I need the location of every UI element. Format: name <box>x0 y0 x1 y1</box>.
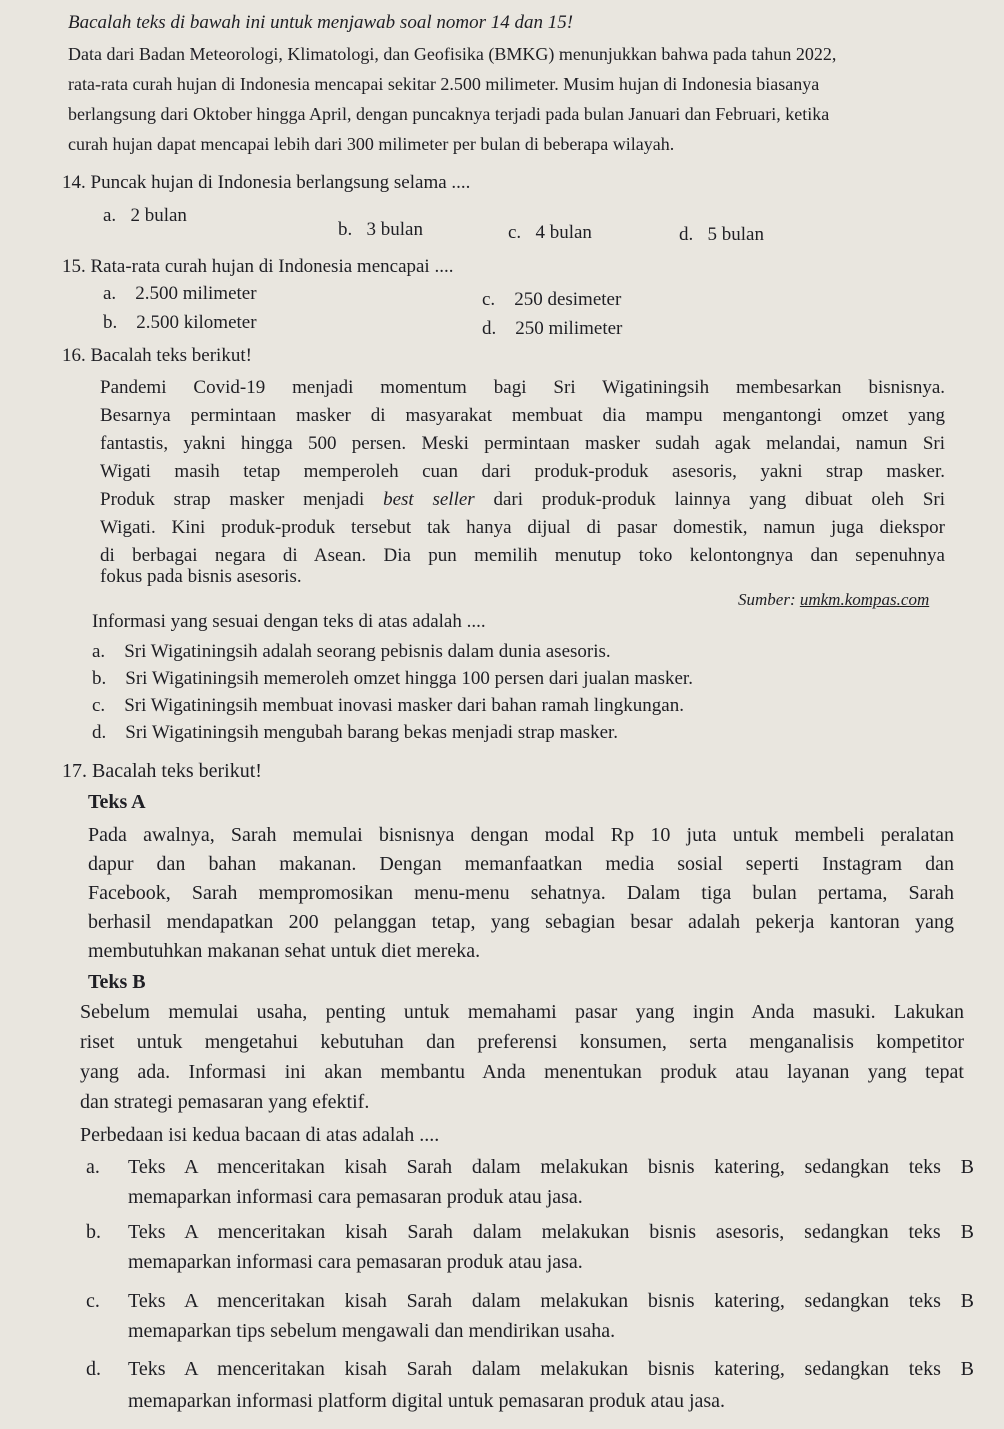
option-letter: c. <box>92 695 106 716</box>
option-text: 250 milimeter <box>515 318 623 339</box>
intro-line-2: rata-rata curah hujan di Indonesia mencapai sekitar 2.500 milimeter. Musim hujan di Indonesia biasanya <box>68 74 820 94</box>
q17-prompt: Perbedaan isi kedua bacaan di atas adalah .... <box>80 1124 440 1146</box>
option-text: 2.500 milimeter <box>135 283 257 304</box>
q14-option-b[interactable] <box>338 219 423 241</box>
teks-b-line: yang ada. Informasi ini akan membantu Anda menentukan produk atau layanan yang tepat <box>80 1061 964 1083</box>
teks-b-line: riset untuk mengetahui kebutuhan dan preferensi konsumen, serta menganalisis kompetitor <box>80 1031 964 1053</box>
option-text: 250 desimeter <box>514 289 622 310</box>
option-letter: a. <box>92 641 106 662</box>
option-text: 3 bulan <box>366 219 423 240</box>
q14-option-d[interactable] <box>679 224 764 246</box>
option-text: 4 bulan <box>535 222 592 243</box>
teks-a-line: dapur dan bahan makanan. Dengan memanfaatkan media sosial seperti Instagram dan <box>88 853 954 875</box>
q16-passage-line: Pandemi Covid-19 menjadi momentum bagi Sri Wigatiningsih membesarkan bisnisnya. <box>100 377 945 398</box>
intro-line-1: Data dari Badan Meteorologi, Klimatologi, dan Geofisika (BMKG) menunjukkan bahwa pada tahun 2022, <box>68 44 837 64</box>
source-label: Sumber: <box>738 590 796 609</box>
passage-text: dari produk-produk lainnya yang dibuat oleh Sri <box>493 489 946 510</box>
option-text: 2 bulan <box>130 205 187 226</box>
teks-a-line: membutuhkan makanan sehat untuk diet mereka. <box>88 940 481 962</box>
q15-option-d[interactable] <box>482 318 622 340</box>
q16-option-c[interactable] <box>92 695 684 717</box>
option-letter: b. <box>92 668 107 689</box>
teks-a-title: Teks A <box>88 791 146 813</box>
option-letter: a. <box>103 283 117 304</box>
source-link[interactable]: umkm.kompas.com <box>799 590 930 609</box>
option-letter: b. <box>338 219 353 240</box>
q17-option-a-line-2[interactable]: memaparkan informasi cara pemasaran produk atau jasa. <box>128 1186 583 1208</box>
q14-option-a[interactable] <box>103 205 187 227</box>
q17-option-a[interactable] <box>86 1156 100 1179</box>
teks-b-line: Sebelum memulai usaha, penting untuk memahami pasar yang ingin Anda masuki. Lakukan <box>80 1001 964 1023</box>
option-letter: d. <box>482 318 497 339</box>
option-letter: b. <box>103 312 118 333</box>
q17-question: 17. Bacalah teks berikut! <box>62 760 262 782</box>
q16-option-a[interactable] <box>92 641 611 663</box>
q15-option-b[interactable] <box>103 312 257 334</box>
q16-option-d[interactable] <box>92 722 618 744</box>
option-text: Sri Wigatiningsih mengubah barang bekas menjadi strap masker. <box>125 722 619 743</box>
q16-question: 16. Bacalah teks berikut! <box>62 345 252 366</box>
q16-passage-line: Besarnya permintaan masker di masyarakat membuat dia mampu mengantongi omzet yang <box>100 405 945 426</box>
q16-passage-line <box>100 489 945 511</box>
q17-option-b[interactable] <box>86 1221 101 1244</box>
q16-passage-line: fantastis, yakni hingga 500 persen. Meski permintaan masker sudah agak melandai, namun Sri <box>100 433 945 454</box>
q17-option-b-line-1[interactable]: Teks A menceritakan kisah Sarah dalam melakukan bisnis asesoris, sedangkan teks B <box>128 1221 974 1243</box>
teks-a-line: Facebook, Sarah mempromosikan menu-menu sehatnya. Dalam tiga bulan pertama, Sarah <box>88 882 954 904</box>
teks-b-title: Teks B <box>88 971 146 993</box>
option-letter: c. <box>86 1290 100 1312</box>
q14-option-c[interactable] <box>508 222 592 244</box>
option-letter: a. <box>103 205 117 226</box>
option-letter: d. <box>679 224 694 245</box>
q17-option-c[interactable] <box>86 1290 100 1313</box>
q16-source <box>738 590 929 610</box>
q17-option-b-line-2[interactable]: memaparkan informasi cara pemasaran produk atau jasa. <box>128 1251 583 1273</box>
option-letter: d. <box>92 722 107 743</box>
intro-line-3: berlangsung dari Oktober hingga April, dengan puncaknya terjadi pada bulan Januari dan Februari, ketika <box>68 104 830 124</box>
option-text: 5 bulan <box>707 224 764 245</box>
q15-option-c[interactable] <box>482 289 621 311</box>
option-text: 2.500 kilometer <box>136 312 257 333</box>
q17-option-d-line-1[interactable]: Teks A menceritakan kisah Sarah dalam melakukan bisnis katering, sedangkan teks B <box>128 1358 974 1380</box>
option-letter: c. <box>482 289 496 310</box>
q16-option-b[interactable] <box>92 668 693 690</box>
q16-passage-line: di berbagai negara di Asean. Dia pun memilih menutup toko kelontongnya dan sepenuhnya <box>100 545 945 566</box>
q16-passage-line: Wigati. Kini produk-produk tersebut tak hanya dijual di pasar domestik, namun juga diekspor <box>100 517 945 538</box>
option-letter: b. <box>86 1221 101 1243</box>
intro-line-4: curah hujan dapat mencapai lebih dari 300 milimeter per bulan di beberapa wilayah. <box>68 134 675 154</box>
q17-option-d-line-2[interactable]: memaparkan informasi platform digital untuk pemasaran produk atau jasa. <box>128 1390 726 1412</box>
option-text: Sri Wigatiningsih membuat inovasi masker dari bahan ramah lingkungan. <box>124 695 684 716</box>
q17-option-a-line-1[interactable]: Teks A menceritakan kisah Sarah dalam melakukan bisnis katering, sedangkan teks B <box>128 1156 974 1178</box>
q17-option-c-line-2[interactable]: memaparkan tips sebelum mengawali dan mendirikan usaha. <box>128 1320 616 1342</box>
q14-question: 14. Puncak hujan di Indonesia berlangsung selama .... <box>62 172 471 193</box>
q16-passage-line: Wigati masih tetap memperoleh cuan dari produk-produk asesoris, yakni strap masker. <box>100 461 945 482</box>
q15-question: 15. Rata-rata curah hujan di Indonesia mencapai .... <box>62 256 454 277</box>
teks-a-line: Pada awalnya, Sarah memulai bisnisnya dengan modal Rp 10 juta untuk membeli peralatan <box>88 824 954 846</box>
intro-instruction: Bacalah teks di bawah ini untuk menjawab soal nomor 14 dan 15! <box>68 12 574 33</box>
option-text: Sri Wigatiningsih memeroleh omzet hingga 100 persen dari jualan masker. <box>125 668 693 689</box>
option-letter: a. <box>86 1156 100 1178</box>
q17-option-c-line-1[interactable]: Teks A menceritakan kisah Sarah dalam melakukan bisnis katering, sedangkan teks B <box>128 1290 974 1312</box>
passage-text: Produk strap masker menjadi <box>100 489 365 510</box>
teks-a-line: berhasil mendapatkan 200 pelanggan tetap, yang sebagian besar adalah pekerja kantoran yang <box>88 911 954 933</box>
q16-passage-line: fokus pada bisnis asesoris. <box>100 566 302 587</box>
q17-option-d[interactable] <box>86 1358 101 1381</box>
option-text: Sri Wigatiningsih adalah seorang pebisnis dalam dunia asesoris. <box>124 641 611 662</box>
option-letter: d. <box>86 1358 101 1380</box>
teks-b-line: dan strategi pemasaran yang efektif. <box>80 1091 370 1113</box>
q16-prompt: Informasi yang sesuai dengan teks di atas adalah .... <box>92 611 486 632</box>
best-seller-term: best seller <box>383 489 475 510</box>
q15-option-a[interactable] <box>103 283 257 305</box>
option-letter: c. <box>508 222 522 243</box>
